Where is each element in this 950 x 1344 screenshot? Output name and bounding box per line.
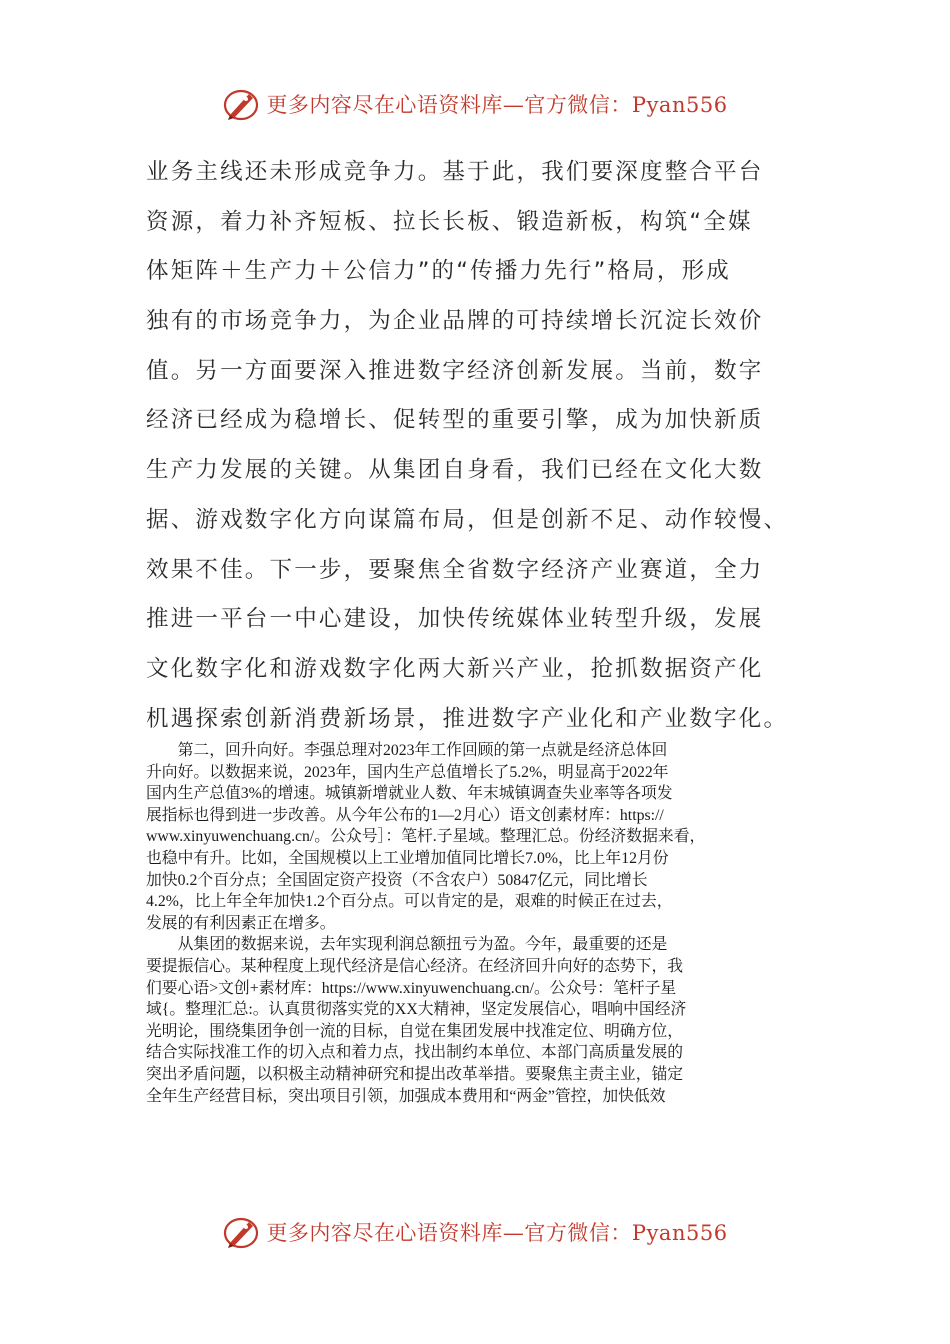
text-line: 展指标也得到进一步改善。从今年公布的1—2月心）语文创素材库：https:// bbox=[146, 806, 664, 824]
header-banner bbox=[0, 82, 950, 126]
text-line: 要提振信心。某种程度上现代经济是信心经济。在经济回升向好的态势下，我 bbox=[146, 957, 684, 975]
text-line: 域{。整理汇总:。认真贯彻落实党的XX大精神，坚定发展信心，唱响中国经济 bbox=[146, 1001, 687, 1019]
text-line: 生产力发展的关键。从集团自身看，我们已经在文化大数 bbox=[146, 457, 764, 484]
text-line: 全年生产经营目标，突出项目引领，加强成本费用和“两金”管控，加快低效 bbox=[146, 1087, 666, 1105]
text-line: 效果不佳。下一步，要聚焦全省数字经济产业赛道，全力 bbox=[146, 556, 764, 583]
text-line: 从集团的数据来说，去年实现利润总额扭亏为盈。今年，最重要的还是 bbox=[146, 936, 668, 954]
small-text-block bbox=[146, 740, 806, 1107]
text-line: 体矩阵＋生产力＋公信力”的“传播力先行”格局，形成 bbox=[146, 258, 731, 285]
text-line: 文化数字化和游戏数字化两大新兴产业，抢抓数据资产化 bbox=[146, 655, 764, 682]
text-line: 加快0.2个百分点；全国固定资产投资（不含农户）50847亿元，同比增长 bbox=[146, 871, 648, 889]
text-line: 结合实际找准工作的切入点和着力点，找出制约本单位、本部门高质量发展的 bbox=[146, 1044, 684, 1062]
text-line: www.xinyuwenchuang.cn/。公众号］：笔杆.子星域。整理汇总。份经济数据来看， bbox=[146, 828, 706, 846]
text-line: 据、游戏数字化方向谋篇布局，但是创新不足、动作较慢、 bbox=[146, 506, 789, 533]
text-line: 升向好。以数据来说，2023年，国内生产总值增长了5.2%，明显高于2022年 bbox=[146, 763, 669, 781]
text-line: 光明论，围绕集团争创一流的目标，自觉在集团发展中找准定位、明确方位， bbox=[146, 1022, 684, 1040]
footer-banner-text: 更多内容尽在心语资料库—官方微信：Pyan556 bbox=[266, 1221, 728, 1245]
text-line: 发展的有利因素正在增多。 bbox=[146, 914, 336, 932]
text-line: 第二，回升向好。李强总理对2023年工作回顾的第一点就是经济总体回 bbox=[146, 742, 668, 759]
text-line: 值。另一方面要深入推进数字经济创新发展。当前，数字 bbox=[146, 357, 764, 384]
text-line: 推进一平台一中心建设，加快传统媒体业转型升级，发展 bbox=[146, 606, 764, 633]
text-line: 独有的市场竞争力，为企业品牌的可持续增长沉淀长效价 bbox=[146, 308, 764, 335]
large-text-block bbox=[146, 148, 806, 744]
text-line: 机遇探索创新消费新场景，推进数字产业化和产业数字化。 bbox=[146, 705, 789, 732]
text-line: 们要心语>文创+素材库：https://www.xinyuwenchuang.cn/。公众号：笔杆子星 bbox=[146, 979, 677, 997]
text-line: 突出矛盾问题，以积极主动精神研究和提出改革举措。要聚焦主责主业，锚定 bbox=[146, 1065, 684, 1083]
text-line: 也稳中有升。比如，全国规模以上工业增加值同比增长7.0%，比上年12月份 bbox=[146, 849, 669, 867]
pen-logo-icon bbox=[222, 1213, 260, 1251]
footer-banner bbox=[0, 1210, 950, 1254]
text-line: 4.2%，比上年全年加快1.2个百分点。可以肯定的是，艰难的时候正在过去， bbox=[146, 893, 673, 911]
text-line: 资源，着力补齐短板、拉长长板、锻造新板，构筑“全媒 bbox=[146, 208, 753, 235]
header-banner-text: 更多内容尽在心语资料库—官方微信：Pyan556 bbox=[266, 93, 728, 117]
text-line: 业务主线还未形成竞争力。基于此，我们要深度整合平台 bbox=[146, 159, 764, 185]
pen-logo-icon bbox=[222, 85, 260, 123]
text-line: 国内生产总值3%的增速。城镇新增就业人数、年末城镇调查失业率等各项发 bbox=[146, 785, 673, 803]
text-line: 经济已经成为稳增长、促转型的重要引擎，成为加快新质 bbox=[146, 407, 764, 434]
